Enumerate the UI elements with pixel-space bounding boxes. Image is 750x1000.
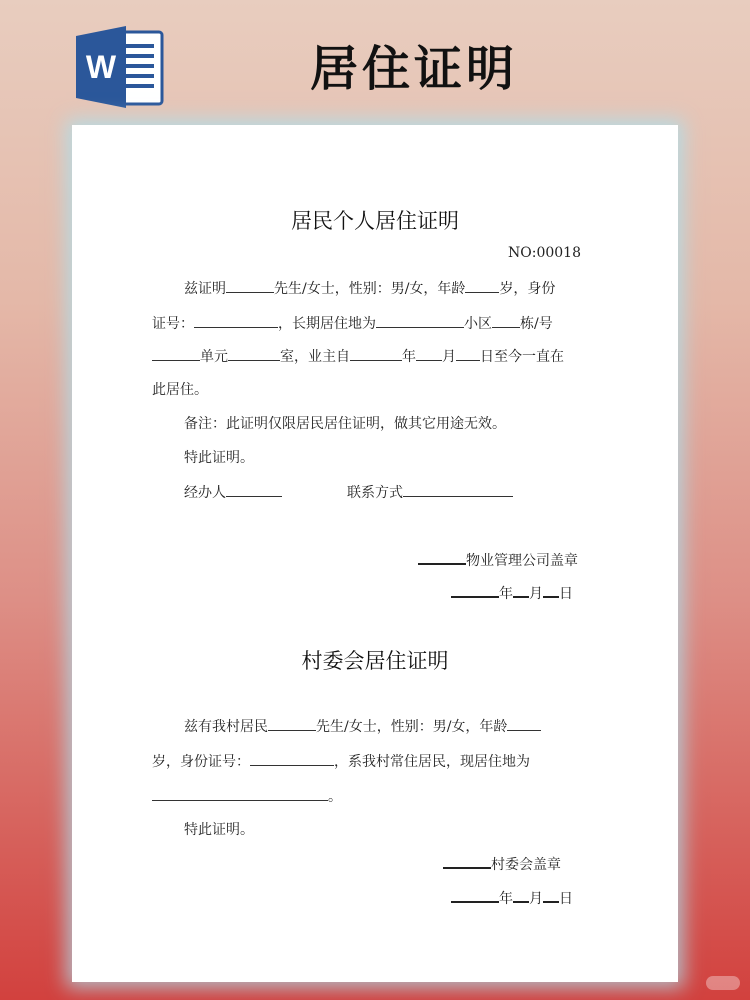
- cert1-contact: 联系方式: [347, 481, 513, 502]
- cert1-paragraph-line4: 此居住。: [152, 382, 208, 398]
- cert1-paragraph-line3: 单元 室，业主自 年 月 日至今一直在: [152, 345, 564, 366]
- cert1-paragraph-line1: 兹证明 先生/女士，性别：男/女，年龄 岁，身份: [184, 277, 555, 298]
- cert1-title: 居民个人居住证明: [291, 209, 459, 233]
- cert2-paragraph-line1: 兹有我村居民 先生/女士，性别：男/女，年龄: [184, 715, 541, 736]
- cert2-title: 村委会居住证明: [301, 649, 449, 673]
- cert1-hereby: 特此证明。: [184, 450, 254, 466]
- cert1-stamp: 物业管理公司盖章: [418, 548, 578, 570]
- cert2-stamp: 村委会盖章: [443, 852, 561, 874]
- svg-text:W: W: [85, 49, 117, 85]
- watermark: [706, 976, 740, 990]
- cert2-paragraph-line2: 岁，身份证号： ，系我村常住居民，现居住地为: [152, 750, 530, 771]
- cert1-note: 备注：此证明仅限居民居住证明，做其它用途无效。: [184, 416, 506, 432]
- cert1-date: 年 月 日: [451, 581, 573, 603]
- cert1-handler: 经办人: [184, 481, 282, 502]
- cert2-paragraph-line3: 。: [152, 785, 342, 806]
- cert2-hereby: 特此证明。: [184, 822, 254, 838]
- cert2-date: 年 月 日: [451, 886, 573, 908]
- cert1-paragraph-line2: 证号： ，长期居住地为 小区 栋/号: [152, 312, 553, 333]
- word-logo-icon: [74, 24, 166, 110]
- cert1-number: NO:00018: [508, 245, 581, 261]
- document-page: [72, 125, 678, 982]
- page-title: 居住证明: [310, 41, 519, 97]
